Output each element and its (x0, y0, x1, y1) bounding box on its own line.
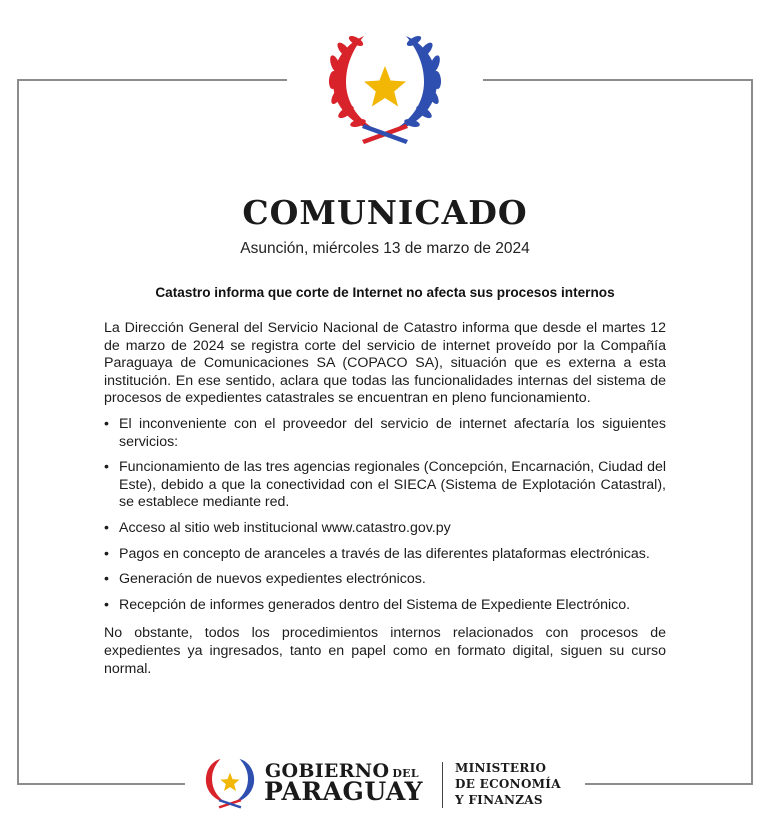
government-crest-icon (201, 757, 259, 809)
list-item (104, 571, 666, 589)
list-item-text: Acceso al sitio web institucional www.catastro.gov.py (119, 519, 451, 536)
ministry-line: Y FINANZAS (455, 793, 543, 807)
intro-paragraph: La Dirección General del Servicio Nacional de Catastro informa que desde el martes 12 de marzo de 2024 se registra corte del servicio de internet proveído por la Compañía Paraguaya de Comunicaciones SA (COPACO SA), situación que es externa a esta institución. En ese sentido, aclara que todas las funcionalidades internas del sistema de procesos de expedientes catastrales se encuentran en pleno funcionamiento. (104, 320, 666, 407)
bullet-icon: • (104, 459, 109, 476)
frame-bottom-left (17, 783, 185, 785)
bullet-icon: • (104, 415, 109, 432)
paraguay-wordmark: PARAGUAY (264, 777, 423, 806)
frame-top-left (17, 79, 287, 81)
body-content (104, 320, 666, 678)
bullet-icon: • (104, 519, 109, 536)
list-item-text: Funcionamiento de las tres agencias regionales (Concepción, Encarnación, Ciudad del Este), debido a que la conectividad con el SIECA (Sistema de Explotación Catastral), se establece mediante red. (119, 459, 666, 511)
list-item-text: El inconveniente con el proveedor del servicio de internet afectaría los siguientes servicios: (119, 415, 666, 450)
national-crest-icon (322, 32, 448, 146)
bullet-icon: • (104, 596, 109, 613)
page-title: COMUNICADO (242, 193, 528, 232)
closing-paragraph: No obstante, todos los procedimientos internos relacionados con procesos de expedientes ya ingresados, tanto en papel como en formato digital, siguen su curso normal. (104, 625, 666, 677)
list-item-text: Pagos en concepto de aranceles a través de las diferentes plataformas electrónicas. (119, 545, 650, 562)
frame-bottom-right (585, 783, 753, 785)
dateline: Asunción, miércoles 13 de marzo de 2024 (240, 240, 530, 257)
bullet-icon: • (104, 571, 109, 588)
frame-top-right (483, 79, 753, 81)
footer-divider (442, 762, 443, 808)
list-item (104, 416, 666, 451)
list-item (104, 546, 666, 564)
frame-right (751, 79, 753, 785)
ministry-name (455, 760, 561, 808)
frame-left (17, 79, 19, 785)
list-item-text: Recepción de informes generados dentro del Sistema de Expediente Electrónico. (119, 596, 631, 613)
bullet-list (104, 416, 666, 614)
bullet-icon: • (104, 545, 109, 562)
list-item-text: Generación de nuevos expedientes electrónicos. (119, 571, 426, 588)
list-item (104, 597, 666, 615)
ministry-line: MINISTERIO (455, 761, 547, 775)
list-item (104, 459, 666, 512)
headline: Catastro informa que corte de Internet no afecta sus procesos internos (155, 285, 615, 300)
ministry-line: DE ECONOMÍA (455, 777, 561, 791)
list-item (104, 520, 666, 538)
gobierno-text: GOBIERNO (265, 760, 390, 782)
del-text: DEL (392, 767, 419, 780)
